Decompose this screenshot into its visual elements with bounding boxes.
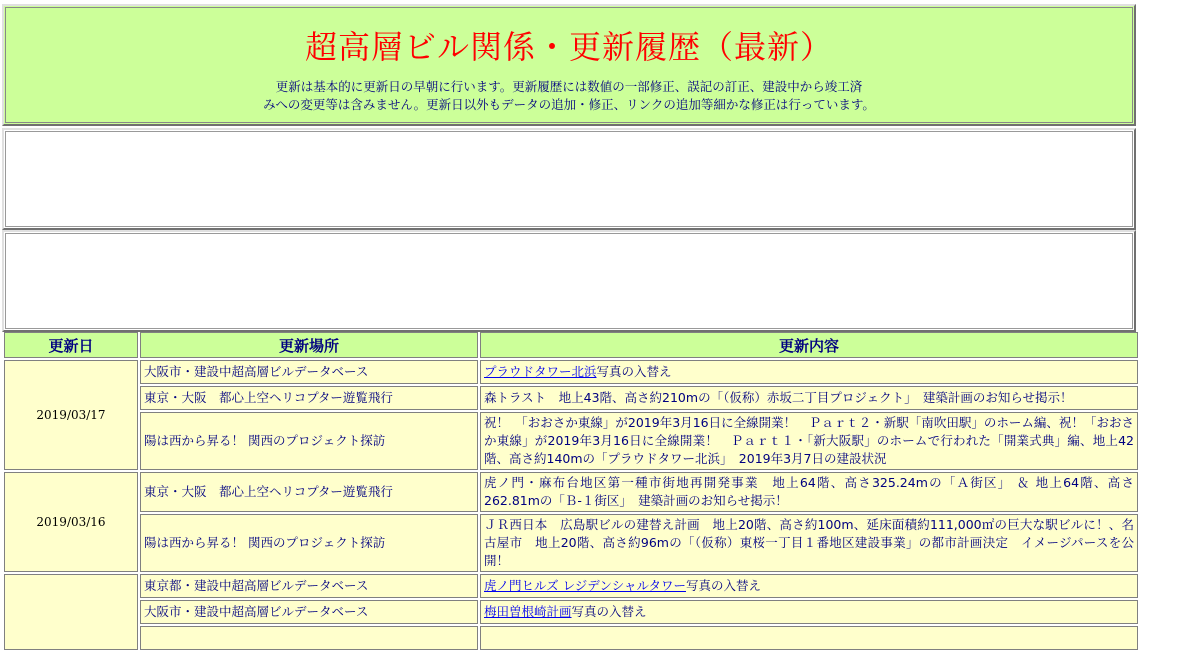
update-content [480, 574, 1138, 598]
ad-slot-2 [2, 230, 1136, 332]
page-header [2, 4, 1136, 126]
update-content [480, 360, 1138, 384]
update-note-line-2: みへの変更等は含みません。更新日以外もデータの追加・修正、リンクの追加等細かな修正は行っています。 [263, 97, 875, 112]
update-place: 大阪市・建設中超高層ビルデータベース [140, 600, 478, 624]
table-row [4, 386, 1138, 410]
building-link[interactable]: プラウドタワー北浜 [484, 364, 597, 379]
table-row [4, 600, 1138, 624]
update-note [4, 78, 1134, 114]
update-place: 大阪市・建設中超高層ビルデータベース [140, 360, 478, 384]
ad-slot-1 [2, 128, 1136, 230]
update-content [480, 600, 1138, 624]
update-date [4, 574, 138, 650]
update-date: 2019/03/17 [4, 360, 138, 470]
building-link[interactable]: 虎ノ門ヒルズ レジデンシャルタワー [484, 578, 686, 593]
table-row [4, 360, 1138, 384]
table-header-row [4, 332, 1138, 358]
update-content-text: 写真の入替え [685, 578, 761, 593]
update-place: 陽は西から昇る！ 関西のプロジェクト探訪 [140, 514, 478, 572]
update-content: 森トラスト 地上43階、高さ約210mの「（仮称）赤坂二丁目プロジェクト」 建築計画のお知らせ掲示！ [480, 386, 1138, 410]
table-row [4, 514, 1138, 572]
update-content: 虎ノ門・麻布台地区第一種市街地再開発事業 地上64階、高さ325.24mの「Ａ街区」 ＆ 地上64階、高さ262.81mの「Ｂ-１街区」 建築計画のお知らせ掲示！ [480, 472, 1138, 512]
update-note-line-1: 更新は基本的に更新日の早朝に行います。更新履歴には数値の一部修正、誤記の訂正、建設中から竣工済 [275, 79, 863, 94]
update-place: 東京都・建設中超高層ビルデータベース [140, 574, 478, 598]
update-content: ＪＲ西日本 広島駅ビルの建替え計画 地上20階、高さ約100m、延床面積約111,000㎡の巨大な駅ビルに！、名古屋市 地上20階、高さ約96mの「（仮称）東桜一丁目１番地区建設事業」の都市計画決定 イメージパースを公開！ [480, 514, 1138, 572]
table-row [4, 574, 1138, 598]
building-link[interactable]: 梅田曽根崎計画 [484, 604, 572, 619]
update-content-text: 写真の入替え [571, 604, 647, 619]
column-header-date: 更新日 [4, 332, 138, 358]
update-date: 2019/03/16 [4, 472, 138, 572]
page-title: 超高層ビル関係・更新履歴（最新） [304, 28, 833, 66]
update-content: 祝！ 「おおさか東線」が2019年3月16日に全線開業！ Ｐａｒｔ２・新駅「南吹田駅」のホーム編、祝！「おおさか東線」が2019年3月16日に全線開業！ Ｐａｒｔ１・「新大阪駅」のホームで行われた「開業式典」編、地上42階、高さ約140mの「プラウドタワー北浜」 2019年3月7日の建設状況 [480, 412, 1138, 470]
table-row [4, 472, 1138, 512]
column-header-content: 更新内容 [480, 332, 1138, 358]
update-place: 陽は西から昇る！ 関西のプロジェクト探訪 [140, 412, 478, 470]
update-content-text: 写真の入替え [596, 364, 672, 379]
update-place: 東京・大阪 都心上空ヘリコプター遊覧飛行 [140, 472, 478, 512]
column-header-place: 更新場所 [140, 332, 478, 358]
update-place: 東京・大阪 都心上空ヘリコプター遊覧飛行 [140, 386, 478, 410]
table-row [4, 412, 1138, 470]
update-history-table [2, 330, 1140, 652]
